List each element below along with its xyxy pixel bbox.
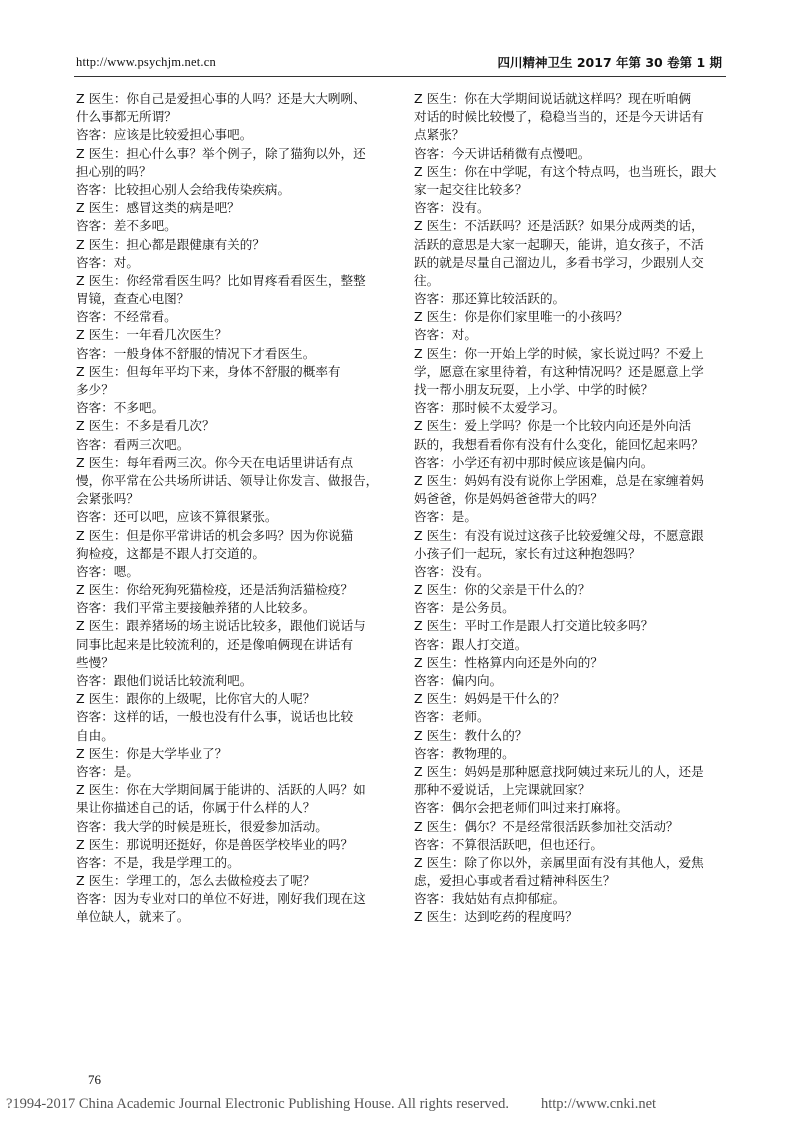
dialogue-line: Z 医生：但每年平均下来，身体不舒服的概率有 bbox=[76, 363, 341, 379]
dialogue-line: Z 医生：性格算内向还是外向的？ bbox=[414, 654, 603, 670]
dialogue-line: 活跃的意思是大家一起聊天，能讲，追女孩子，不活 bbox=[414, 236, 704, 252]
dialogue-line: Z 医生：除了你以外，亲属里面有没有其他人，爱焦 bbox=[414, 854, 704, 870]
dialogue-line: 咨客：不算很活跃吧，但也还行。 bbox=[414, 836, 603, 852]
footer-copyright: ?1994-2017 China Academic Journal Electronic Publishing House. All rights reserved. bbox=[6, 1096, 509, 1112]
dialogue-line: Z 医生：爱上学吗？你是一个比较内向还是外向活 bbox=[414, 418, 692, 434]
dialogue-line: 咨客：还可以吧，应该不算很紧张。 bbox=[76, 509, 278, 525]
dialogue-line: Z 医生：你一开始上学的时候，家长说过吗？不爱上 bbox=[414, 345, 704, 361]
dialogue-line: 咨客：比较担心别人会给我传染疾病。 bbox=[76, 181, 291, 197]
dialogue-line: 咨客：那时候不太爱学习。 bbox=[414, 400, 566, 416]
dialogue-line: Z 医生：你是大学毕业了？ bbox=[76, 745, 228, 761]
header-rule bbox=[74, 76, 726, 77]
dialogue-line: 咨客：我们平常主要接触养猪的人比较多。 bbox=[76, 600, 316, 616]
dialogue-line: 咨客：跟人打交道。 bbox=[414, 636, 528, 652]
dialogue-line: 小孩子们一起玩，家长有过这种抱怨吗？ bbox=[414, 545, 641, 561]
dialogue-line: 对话的时候比较慢了，稳稳当当的，还是今天讲话有 bbox=[414, 109, 704, 125]
dialogue-line: Z 医生：你经常看医生吗？比如胃疼看看医生，整整 bbox=[76, 272, 366, 288]
dialogue-line: 自由。 bbox=[76, 727, 114, 743]
dialogue-line: Z 医生：平时工作是跟人打交道比较多吗？ bbox=[414, 618, 654, 634]
dialogue-line: 咨客：不多吧。 bbox=[76, 400, 165, 416]
right-column bbox=[414, 90, 727, 927]
dialogue-line: 咨客：老师。 bbox=[414, 709, 490, 725]
dialogue-line: 点紧张？ bbox=[414, 127, 465, 143]
dialogue-line: 跃的就是尽量自己溜边儿，多看书学习，少跟别人交 bbox=[414, 254, 704, 270]
dialogue-line: 什么事都无所谓？ bbox=[76, 109, 177, 125]
dialogue-line: 咨客：是公务员。 bbox=[414, 600, 515, 616]
dialogue-line: 妈爸爸，你是妈妈爸爸带大的吗？ bbox=[414, 491, 603, 507]
dialogue-line: 狗检疫，这都是不跟人打交道的。 bbox=[76, 545, 265, 561]
dialogue-line: 咨客：没有。 bbox=[414, 563, 490, 579]
dialogue-line: Z 医生：有没有说过这孩子比较爱缠父母，不愿意跟 bbox=[414, 527, 704, 543]
dialogue-line: 咨客：跟他们说话比较流利吧。 bbox=[76, 673, 253, 688]
dialogue-line: 咨客：差不多吧。 bbox=[76, 218, 177, 234]
dialogue-line: Z 医生：跟你的上级呢，比你官大的人呢？ bbox=[76, 691, 316, 707]
dialogue-line: 同事比起来是比较流利的，还是像咱俩现在讲话有 bbox=[76, 636, 354, 652]
dialogue-line: 些慢？ bbox=[76, 654, 114, 670]
dialogue-line: 咨客：我大学的时候是班长，很爱参加活动。 bbox=[76, 818, 328, 834]
dialogue-line: 咨客：这样的话，一般也没有什么事，说话也比较 bbox=[76, 709, 354, 725]
dialogue-line: 咨客：今天讲话稍微有点慢吧。 bbox=[414, 145, 591, 161]
dialogue-line: 多少？ bbox=[76, 382, 114, 397]
dialogue-line: 咨客：那还算比较活跃的。 bbox=[414, 291, 566, 307]
dialogue-line: Z 医生：你在大学期间说话就这样吗？现在听咱俩 bbox=[414, 91, 692, 106]
dialogue-line: 咨客：对。 bbox=[414, 327, 477, 343]
dialogue-line: Z 医生：你在大学期间属于能讲的、活跃的人吗？如 bbox=[76, 782, 366, 798]
dialogue-line: Z 医生：你给死狗死猫检疫，还是活狗活猫检疫？ bbox=[76, 582, 354, 598]
dialogue-line: 咨客：没有。 bbox=[414, 200, 490, 216]
dialogue-line: 往。 bbox=[414, 272, 440, 288]
left-column bbox=[76, 90, 390, 927]
dialogue-line: 咨客：嗯。 bbox=[76, 563, 139, 579]
dialogue-line: Z 医生：妈妈有没有说你上学困难，总是在家缠着妈 bbox=[414, 472, 704, 488]
journal-url: http://www.psychjm.net.cn bbox=[76, 55, 216, 69]
dialogue-line: Z 医生：妈妈是干什么的？ bbox=[414, 691, 566, 707]
dialogue-line: Z 医生：你自己是爱担心事的人吗？还是大大咧咧、 bbox=[76, 91, 366, 106]
dialogue-line: 咨客：是。 bbox=[76, 763, 139, 779]
dialogue-line: Z 医生：每年看两三次。你今天在电话里讲话有点 bbox=[76, 454, 354, 470]
dialogue-line: 跃的，我想看看你有没有什么变化，能回忆起来吗？ bbox=[414, 436, 704, 452]
dialogue-line: 担心别的吗？ bbox=[76, 163, 152, 179]
dialogue-line: 咨客：不经常看。 bbox=[76, 309, 177, 325]
dialogue-line: Z 医生：你是你们家里唯一的小孩吗？ bbox=[414, 309, 629, 325]
journal-issue-title: 四川精神卫生 2017 年第 30 卷第 1 期 bbox=[497, 55, 722, 70]
dialogue-line: Z 医生：跟养猪场的场主说话比较多，跟他们说话与 bbox=[76, 618, 366, 634]
dialogue-line: 咨客：小学还有初中那时候应该是偏内向。 bbox=[414, 454, 654, 470]
dialogue-line: 咨客：应该是比较爱担心事吧。 bbox=[76, 127, 253, 143]
dialogue-line: 会紧张吗？ bbox=[76, 491, 139, 507]
dialogue-line: 咨客：不是，我是学理工的。 bbox=[76, 854, 240, 870]
dialogue-line: Z 医生：教什么的？ bbox=[414, 727, 528, 743]
dialogue-line: Z 医生：学理工的，怎么去做检疫去了呢？ bbox=[76, 873, 316, 889]
dialogue-line: Z 医生：偶尔？不是经常很活跃参加社交活动？ bbox=[414, 818, 679, 834]
dialogue-line: 家一起交往比较多？ bbox=[414, 181, 528, 197]
dialogue-line: 慢，你平常在公共场所讲话、领导让你发言、做报告， bbox=[76, 472, 379, 488]
dialogue-line: 学，愿意在家里待着，有这种情况吗？还是愿意上学 bbox=[414, 363, 704, 379]
dialogue-line: Z 医生：感冒这类的病是吧？ bbox=[76, 200, 240, 216]
dialogue-line: Z 医生：一年看几次医生？ bbox=[76, 327, 228, 343]
dialogue-line: Z 医生：那说明还挺好，你是兽医学校毕业的吗？ bbox=[76, 836, 354, 852]
dialogue-line: 虑，爱担心事或者看过精神科医生？ bbox=[414, 873, 616, 889]
dialogue-line: Z 医生：不多是看几次？ bbox=[76, 418, 215, 434]
dialogue-line: Z 医生：担心都是跟健康有关的？ bbox=[76, 236, 265, 252]
dialogue-line: Z 医生：不活跃吗？还是活跃？如果分成两类的话， bbox=[414, 218, 704, 234]
dialogue-line: Z 医生：但是你平常讲话的机会多吗？因为你说猫 bbox=[76, 527, 354, 543]
dialogue-line: 胃镜，查查心电图？ bbox=[76, 291, 190, 307]
dialogue-line: Z 医生：你在中学呢，有这个特点吗，也当班长，跟大 bbox=[414, 163, 717, 179]
dialogue-line: 咨客：教物理的。 bbox=[414, 745, 515, 761]
dialogue-line: Z 医生：妈妈是那种愿意找阿姨过来玩儿的人，还是 bbox=[414, 763, 704, 779]
dialogue-line: 咨客：是。 bbox=[414, 509, 477, 525]
dialogue-line: 果让你描述自己的话，你属于什么样的人？ bbox=[76, 800, 316, 816]
page-number: 76 bbox=[88, 1072, 101, 1087]
dialogue-line: 咨客：偶尔会把老师们叫过来打麻将。 bbox=[414, 800, 629, 816]
dialogue-line: Z 医生：达到吃药的程度吗？ bbox=[414, 909, 578, 925]
dialogue-line: 单位缺人，就来了。 bbox=[76, 909, 190, 925]
dialogue-line: Z 医生：你的父亲是干什么的？ bbox=[414, 582, 591, 598]
dialogue-line: 咨客：一般身体不舒服的情况下才看医生。 bbox=[76, 345, 316, 361]
dialogue-line: 咨客：偏内向。 bbox=[414, 673, 503, 688]
dialogue-line: 找一帮小朋友玩耍，上小学、中学的时候？ bbox=[414, 382, 654, 397]
dialogue-line: 那种不爱说话，上完课就回家？ bbox=[414, 782, 591, 798]
footer-url[interactable]: http://www.cnki.net bbox=[541, 1096, 657, 1112]
dialogue-line: 咨客：因为专业对口的单位不好进，刚好我们现在这 bbox=[76, 891, 366, 907]
dialogue-line: 咨客：看两三次吧。 bbox=[76, 436, 190, 452]
dialogue-line: 咨客：对。 bbox=[76, 254, 139, 270]
dialogue-line: Z 医生：担心什么事？举个例子，除了猫狗以外，还 bbox=[76, 145, 366, 161]
dialogue-line: 咨客：我姑姑有点抑郁症。 bbox=[414, 891, 566, 907]
